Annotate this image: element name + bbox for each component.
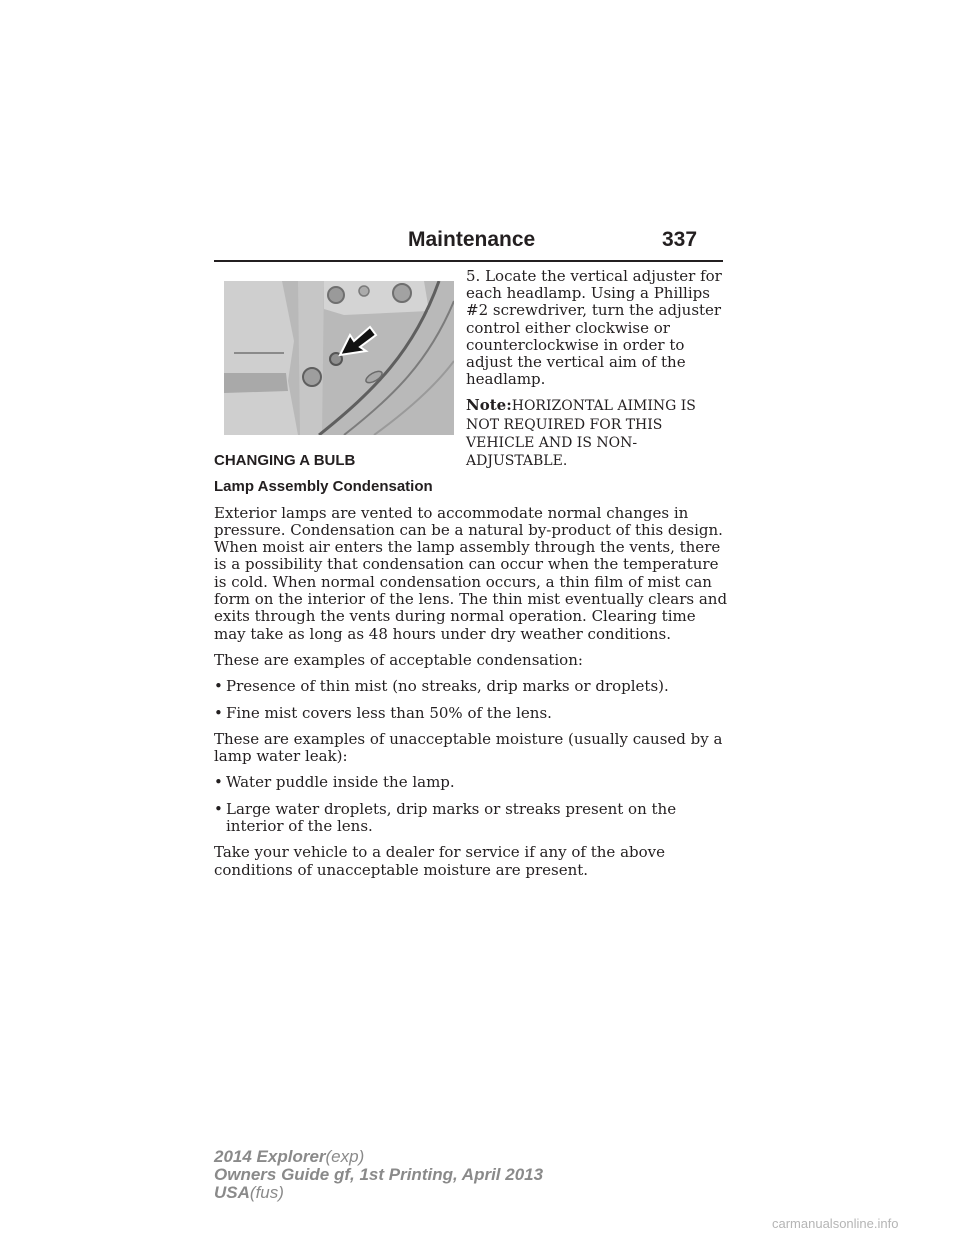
footer-line-1 [214,1148,543,1166]
note-text: HORIZONTAL AIMING IS NOT REQUIRED FOR THIS VEHICLE AND IS NON-ADJUSTABLE. [466,398,696,470]
page-header-title: Maintenance [408,228,536,251]
list-item [214,801,730,836]
page-number: 337 [662,228,698,251]
list-item [214,774,730,791]
footer-model: 2014 Explorer [214,1147,326,1166]
section-heading: CHANGING A BULB [214,452,356,469]
footer-region: USA [214,1183,250,1202]
section-subheading: Lamp Assembly Condensation [214,478,433,496]
headlamp-adjuster-illustration [224,281,454,435]
step-5-text: 5. Locate the vertical adjuster for each headlamp. Using a Phillips #2 screwdriver, turn the adjuster control either clockwise or counterclockwise in order to adjust the vertical aim of the headlamp. [466,267,722,389]
list-item-text: Presence of thin mist (no streaks, drip marks or droplets). [226,677,669,696]
bullet-icon: • [214,773,223,792]
footer-model-code: (exp) [325,1147,365,1166]
list-item-text: Water puddle inside the lamp. [226,773,455,792]
watermark: carmanualsonline.info [772,1216,899,1231]
list-item-text: Large water droplets, drip marks or streaks present on the interior of the lens. [226,799,677,836]
bullet-icon: • [214,799,223,818]
changing-a-bulb-section [214,452,730,888]
acceptable-intro: These are examples of acceptable condensation: [214,650,583,669]
bullet-icon: • [214,703,223,722]
footer-guide: Owners Guide gf, 1st Printing, April 2013 [214,1165,544,1184]
footer-line-3 [214,1184,543,1202]
condensation-paragraph: Exterior lamps are vented to accommodate normal changes in pressure. Condensation can be a natural by-product of this design. When moist air enters the lamp assembly through the vents, there is a possibility that condensation can occur when the temperature is cold. When normal condensation occurs, a thin film of mist can form on the interior of the lens. The thin mist eventually clears and exits through the vents during normal operation. Clearing time may take as long as 48 hours under dry weather conditions. [214,503,728,643]
list-item [214,678,730,695]
step-instructions [466,268,728,479]
bullet-icon: • [214,677,223,696]
unacceptable-intro: These are examples of unacceptable moisture (usually caused by a lamp water leak): [214,729,723,766]
footer-line-2 [214,1166,543,1184]
note-label: Note: [466,396,512,415]
footer-region-code: (fus) [249,1183,284,1202]
header-rule [214,260,723,262]
list-item [214,705,730,722]
document-footer [214,1148,543,1202]
list-item-text: Fine mist covers less than 50% of the lens. [226,703,552,722]
closing-paragraph: Take your vehicle to a dealer for service if any of the above conditions of unacceptable moisture are present. [214,843,666,879]
